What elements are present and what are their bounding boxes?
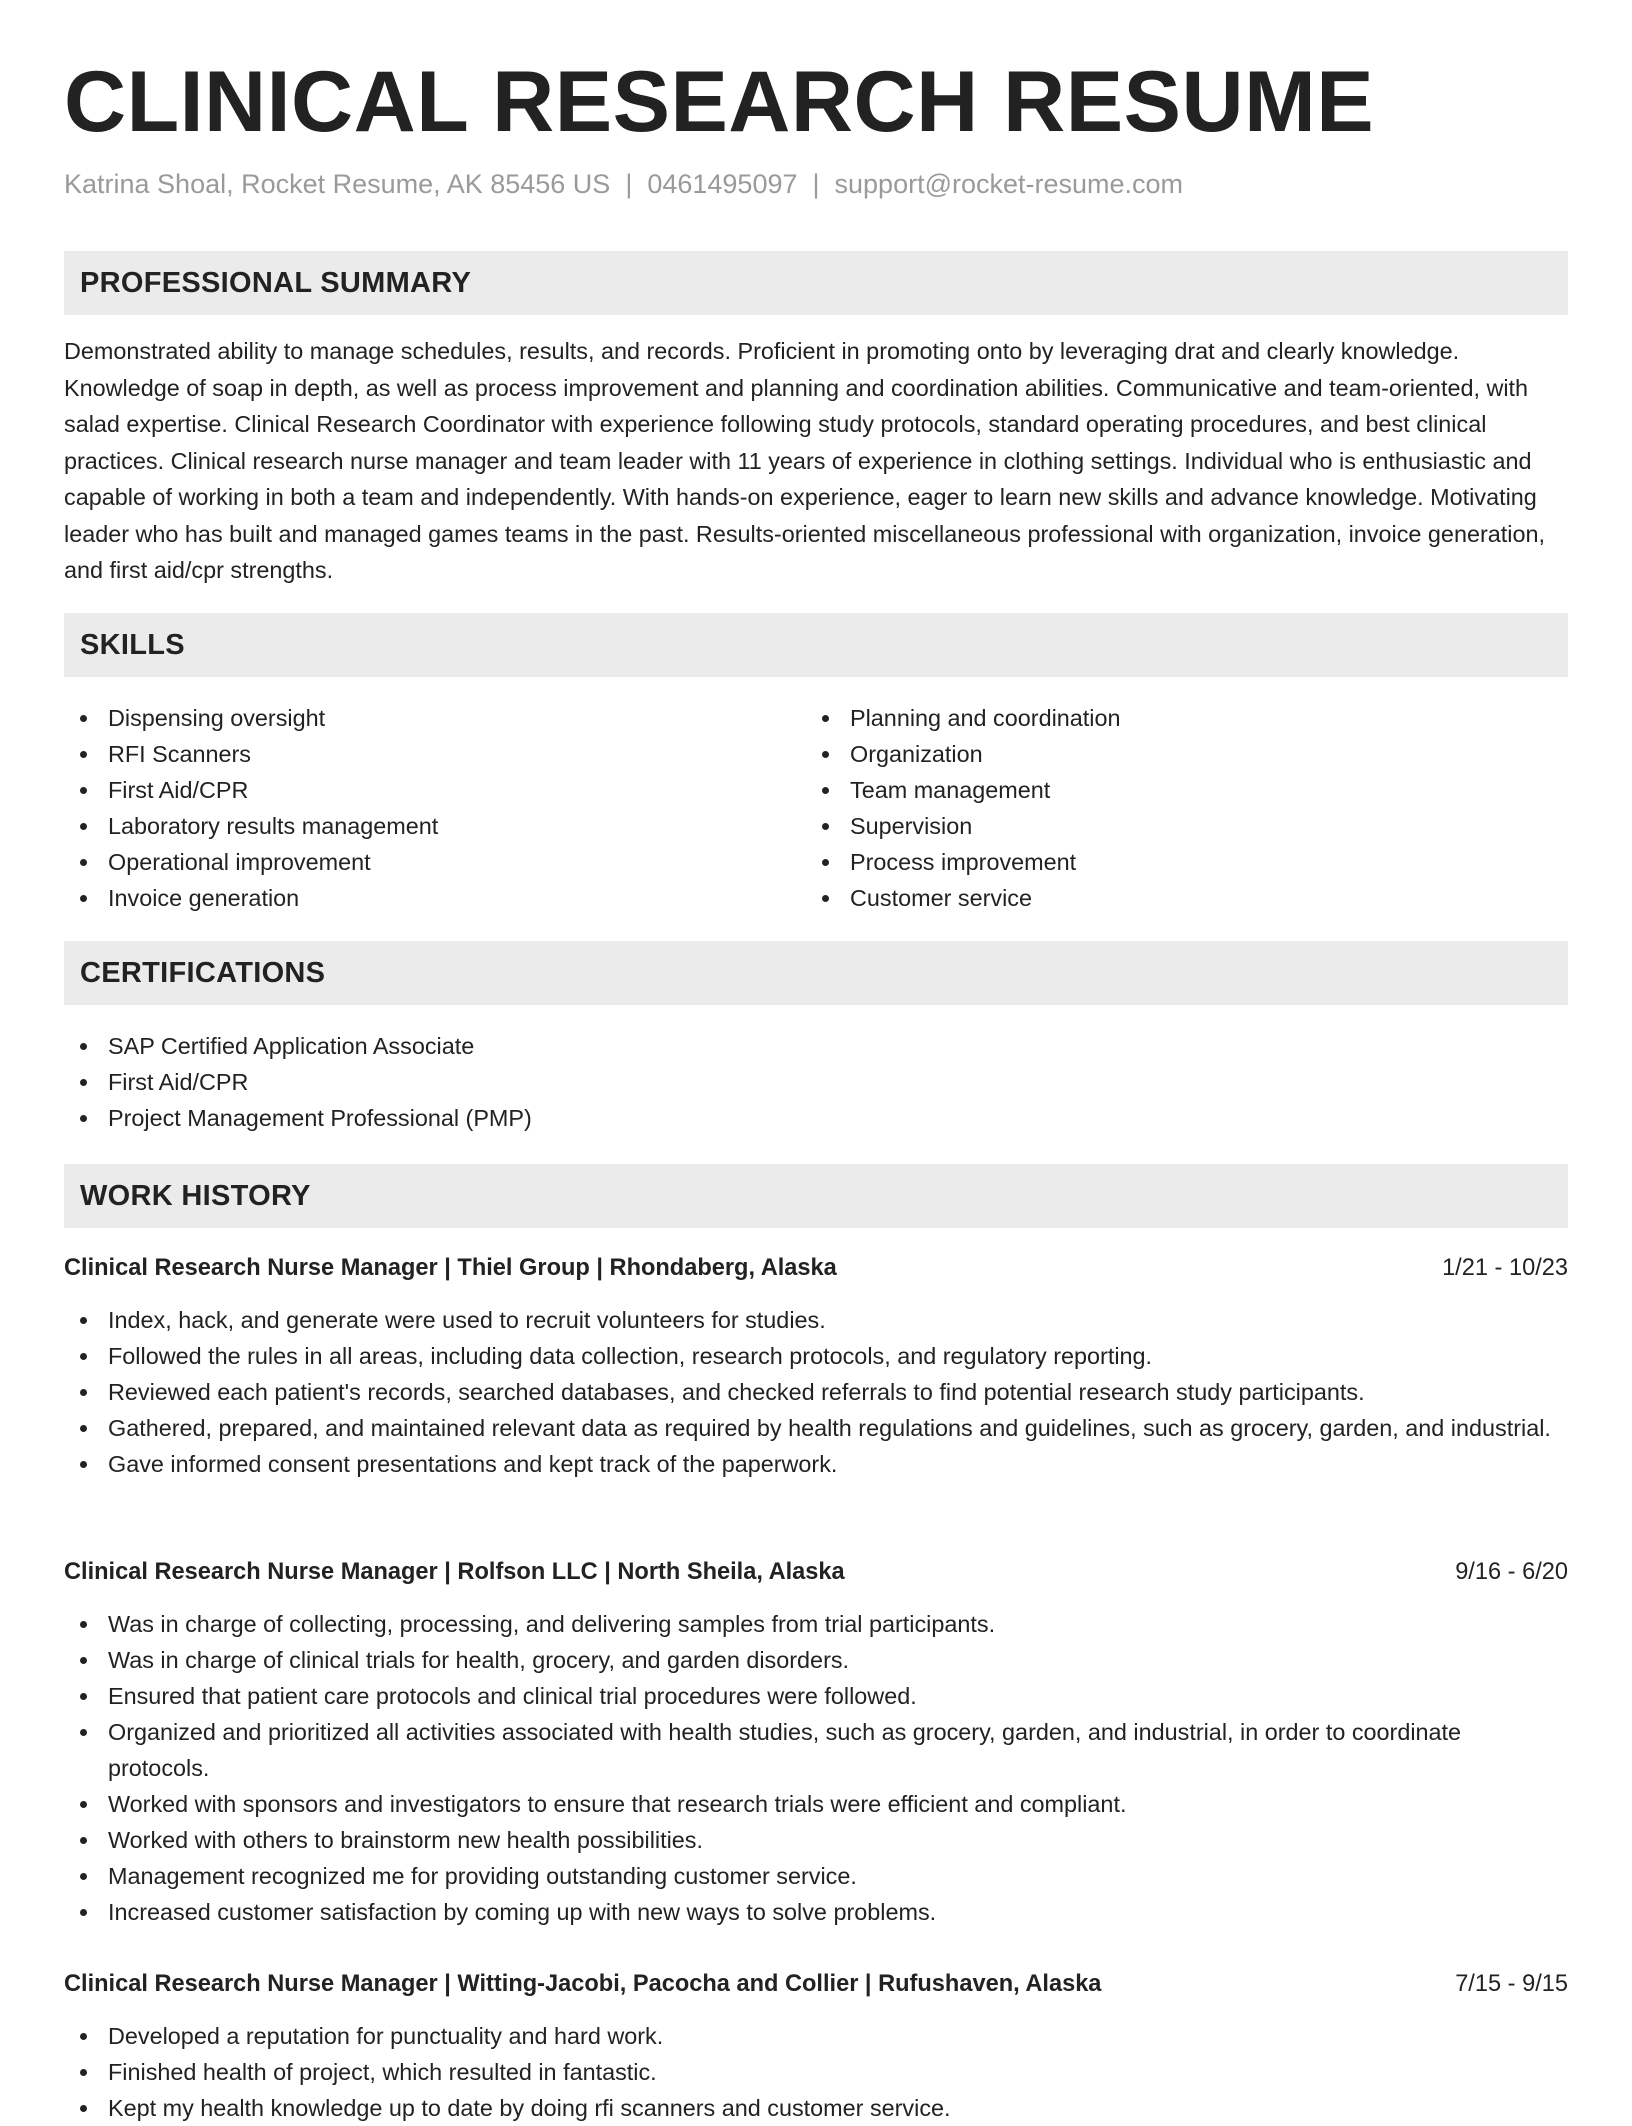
- contact-separator: |: [625, 169, 633, 199]
- summary-text: Demonstrated ability to manage schedules, results, and records. Proficient in promoting onto by leveraging drat and clearly knowledge. Knowledge of soap in depth, as well as process improvement and planning and coordination abilities. Communicative and team-oriented, with salad expertise. Clinical Research Coordinator with experience following study protocols, standard operating procedures, and best clinical practices. Clinical research nurse manager and team leader with 11 years of experience in clothing settings. Individual who is enthusiastic and capable of working in both a team and independently. With hands-on experience, eager to learn new skills and advance knowledge. Motivating leader who has built and managed games teams in the past. Results-oriented miscellaneous professional with organization, invoice generation, and first aid/cpr strengths.: [64, 338, 1545, 583]
- contact-phone: 0461495097: [647, 169, 798, 199]
- skill-item: Operational improvement: [64, 844, 804, 880]
- job-bullet: Was in charge of collecting, processing, and delivering samples from trial participants.: [64, 1606, 1568, 1642]
- job-title: Clinical Research Nurse Manager | Rolfson LLC | North Sheila, Alaska: [64, 1559, 845, 1585]
- job-header: [64, 1250, 1568, 1286]
- certification-item: First Aid/CPR: [64, 1064, 1568, 1100]
- section-heading-certifications: CERTIFICATIONS: [64, 941, 1568, 1005]
- skill-item: Supervision: [806, 808, 1546, 844]
- job-header: [64, 1554, 1568, 1590]
- contact-separator: |: [812, 169, 820, 199]
- job-bullet: Worked with others to brainstorm new health possibilities.: [64, 1822, 1568, 1858]
- skill-item: Laboratory results management: [64, 808, 804, 844]
- skill-item: Team management: [806, 772, 1546, 808]
- job-bullet: Index, hack, and generate were used to recruit volunteers for studies.: [64, 1302, 1568, 1338]
- section-heading-skills: SKILLS: [64, 613, 1568, 677]
- job-bullet: Ensured that patient care protocols and clinical trial procedures were followed.: [64, 1678, 1568, 1714]
- job-header: [64, 1966, 1568, 2002]
- job-bullet-list: [64, 1606, 1568, 1930]
- job-dates: 7/15 - 9/15: [1455, 1971, 1568, 1997]
- job-dates: 9/16 - 6/20: [1455, 1559, 1568, 1585]
- skill-item: Organization: [806, 736, 1546, 772]
- job-bullet-list: [64, 2018, 1568, 2126]
- certifications-list: [64, 1028, 1568, 1136]
- skill-item: Invoice generation: [64, 880, 804, 916]
- skills-list-right: [806, 700, 1546, 916]
- job-title: Clinical Research Nurse Manager | Witting-Jacobi, Pacocha and Collier | Rufushaven, Alaska: [64, 1971, 1102, 1997]
- skill-item: Planning and coordination: [806, 700, 1546, 736]
- job-bullet: Increased customer satisfaction by coming up with new ways to solve problems.: [64, 1894, 1568, 1930]
- job-bullet: Developed a reputation for punctuality and hard work.: [64, 2018, 1568, 2054]
- contact-address: Katrina Shoal, Rocket Resume, AK 85456 US: [64, 169, 611, 199]
- skill-item: Process improvement: [806, 844, 1546, 880]
- job-dates: 1/21 - 10/23: [1442, 1255, 1568, 1281]
- job-bullet: Finished health of project, which resulted in fantastic.: [64, 2054, 1568, 2090]
- job-bullet: Management recognized me for providing outstanding customer service.: [64, 1858, 1568, 1894]
- skill-item: RFI Scanners: [64, 736, 804, 772]
- job-bullet: Was in charge of clinical trials for health, grocery, and garden disorders.: [64, 1642, 1568, 1678]
- job-bullet-list: [64, 1302, 1568, 1482]
- contact-email: support@rocket-resume.com: [834, 169, 1184, 199]
- job-bullet: Worked with sponsors and investigators to ensure that research trials were efficient and compliant.: [64, 1786, 1568, 1822]
- skill-item: Customer service: [806, 880, 1546, 916]
- resume-title: CLINICAL RESEARCH RESUME: [64, 54, 1375, 150]
- job-bullet: Reviewed each patient's records, searched databases, and checked referrals to find potential research study participants.: [64, 1374, 1568, 1410]
- contact-line: [64, 166, 1183, 202]
- certification-item: Project Management Professional (PMP): [64, 1100, 1568, 1136]
- job-bullet: Gathered, prepared, and maintained relevant data as required by health regulations and guidelines, such as grocery, garden, and industrial.: [64, 1410, 1568, 1446]
- section-heading-work-history: WORK HISTORY: [64, 1164, 1568, 1228]
- job-title: Clinical Research Nurse Manager | Thiel Group | Rhondaberg, Alaska: [64, 1255, 837, 1281]
- job-bullet: Followed the rules in all areas, including data collection, research protocols, and regulatory reporting.: [64, 1338, 1568, 1374]
- skills-list-left: [64, 700, 804, 916]
- job-bullet: Kept my health knowledge up to date by doing rfi scanners and customer service.: [64, 2090, 1568, 2126]
- job-bullet: Gave informed consent presentations and kept track of the paperwork.: [64, 1446, 1568, 1482]
- skill-item: First Aid/CPR: [64, 772, 804, 808]
- skill-item: Dispensing oversight: [64, 700, 804, 736]
- job-bullet: Organized and prioritized all activities associated with health studies, such as grocery, garden, and industrial, in order to coordinate protocols.: [64, 1714, 1568, 1786]
- certification-item: SAP Certified Application Associate: [64, 1028, 1568, 1064]
- section-heading-summary: PROFESSIONAL SUMMARY: [64, 251, 1568, 315]
